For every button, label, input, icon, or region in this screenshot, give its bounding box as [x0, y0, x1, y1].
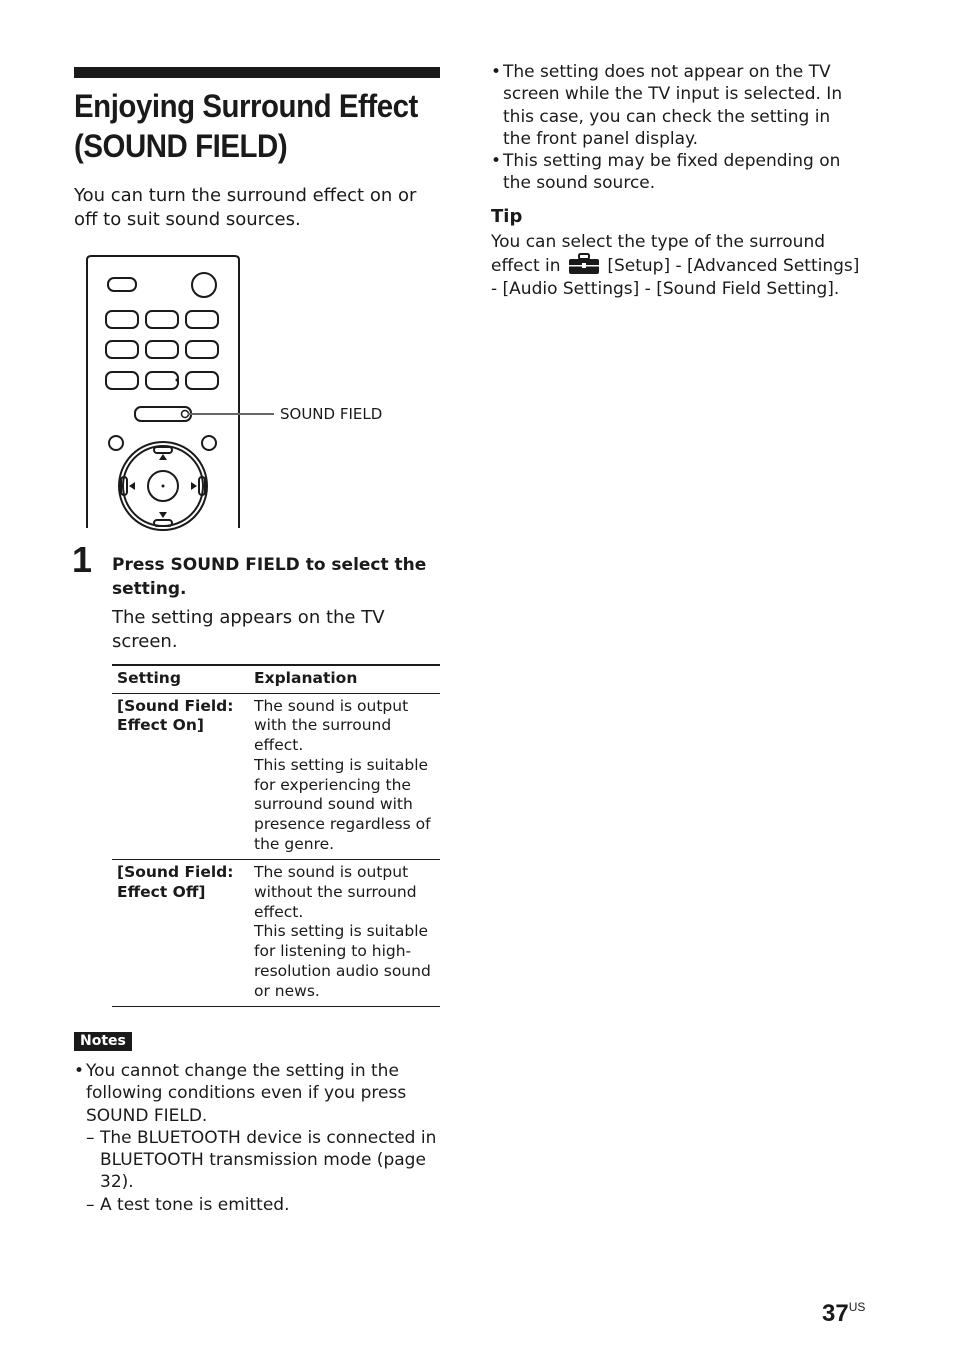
explanation-line: This setting is suitable for listening to high-resolution audio sound or news. [254, 922, 431, 1000]
toolbox-icon [568, 253, 600, 275]
section-rule [74, 67, 440, 78]
tip-text [491, 231, 861, 300]
page-number-suffix: US [848, 1300, 866, 1314]
explanation-cell [249, 693, 440, 860]
table-row [112, 860, 440, 1007]
step-body: The setting appears on the TV screen. [112, 607, 385, 652]
page-number-value: 37 [822, 1300, 849, 1327]
note-item: • You cannot change the setting in the following conditions even if you press SOUND FIELD. [74, 1060, 444, 1127]
step-number: 1 [72, 539, 93, 580]
remote-control-illustration [84, 252, 289, 532]
tip-text-after: [Setup] - [Advanced Settings] - [Audio Settings] - [Sound Field Setting]. [491, 256, 860, 299]
setting-cell: [Sound Field: Effect Off] [112, 860, 249, 1007]
tip-text-before: You can select the type of the surround effect in [491, 232, 826, 277]
page-number [822, 1292, 865, 1329]
note-subitem: – The BLUETOOTH device is connected in BLUETOOTH transmission mode (page 32). [74, 1127, 444, 1194]
table-header-row [112, 665, 440, 693]
notes-list-continued [491, 61, 861, 195]
setting-cell: [Sound Field: Effect On] [112, 693, 249, 860]
tip-heading: Tip [491, 206, 523, 227]
table-row [112, 693, 440, 860]
note-subitem: – A test tone is emitted. [74, 1194, 444, 1216]
explanation-line: This setting is suitable for experiencing the surround sound with presence regardless of the genre. [254, 755, 431, 853]
note-item: • The setting does not appear on the TV screen while the TV input is selected. In this case, you can check the setting in the front panel display. [491, 61, 861, 150]
step-heading: Press SOUND FIELD to select the setting. [112, 555, 427, 599]
explanation-line: The sound is output with the surround effect. [254, 696, 409, 755]
notes-badge: Notes [74, 1032, 132, 1051]
sound-field-callout-label: SOUND FIELD [280, 405, 383, 423]
explanation-line: The sound is output without the surround effect. [254, 863, 417, 921]
note-item: • This setting may be fixed depending on the sound source. [491, 150, 861, 195]
column-header-setting: Setting [112, 665, 249, 693]
explanation-cell [249, 860, 440, 1007]
intro-text: You can turn the surround effect on or off to suit sound sources. [74, 185, 417, 230]
notes-list [74, 1060, 444, 1216]
page-title: Enjoying Surround Effect (SOUND FIELD) [74, 88, 418, 164]
sound-field-settings-table [112, 664, 440, 1007]
column-header-explanation: Explanation [249, 665, 440, 693]
